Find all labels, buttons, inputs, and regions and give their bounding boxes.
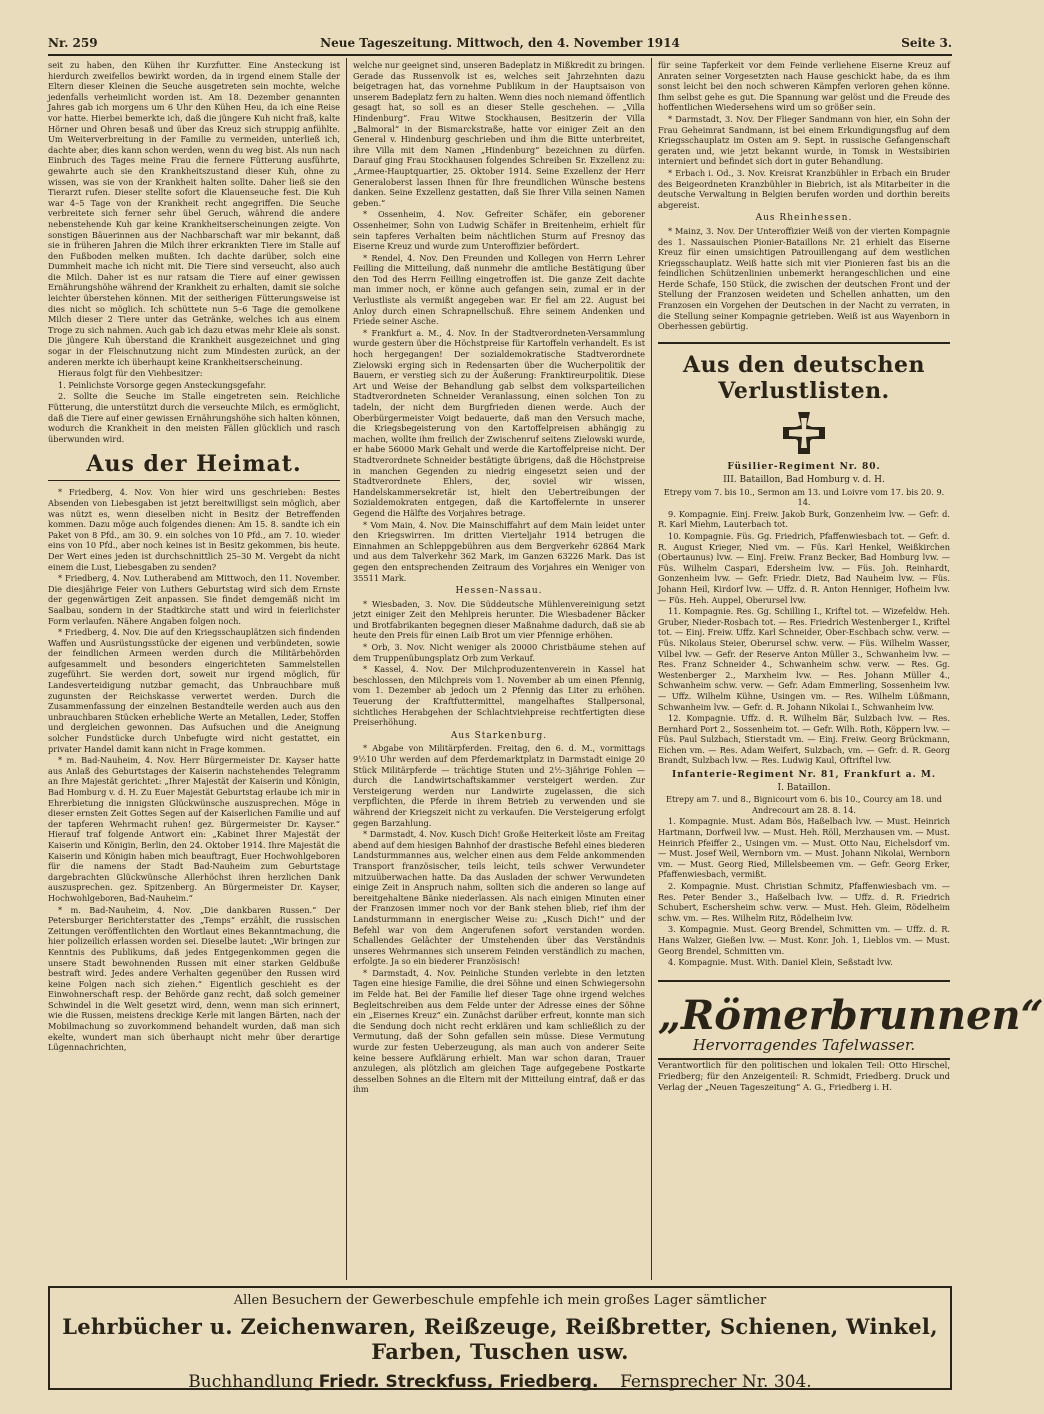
header-rule: [48, 54, 952, 56]
news-item: * Friedberg, 4. Nov. Lutherabend am Mittwoch, den 11. November. Die diesjährige Feier von Luthers Geburtstag wird sich dem Ernste der gegenwärtigen Zeit anpassen. Sie findet demgemäß nicht im Saalbau, sondern in der Stadtkirche statt und wird in feierlichster Form verlaufen. Nähere Angaben folgen noch.: [48, 573, 340, 626]
news-item: * m. Bad-Nauheim, 4. Nov. „Die dankbaren Russen.“ Der Petersburger Berichterstatter des „Temps“ erzählt, die russischen Zeitungen veröffentlichten den Wortlaut eines Bekanntmachung, die hier polizeilich erlassen worden sei. Dieselbe lautet: „Wir bringen zur Kenntnis des Publikums, daß jedes Entgegenkommen gegen die unsere Stadt bewohnenden Russen mit einer starken Geldbuße bestraft wird. Jedes andere Verhalten gegenüber den Russen wird keine Folgen nach sich ziehen.“ Eigentlich geschieht es der Einwohnerschaft resp. der Behörde ganz recht, daß solch gemeiner Schwindel in die Welt gesetzt wird, denn, wenn man sich erinnert, wie die Russen, meistens dreckige Kerle mit langen Bärten, nach der Mobilmachung so zuvorkommend behandelt wurden, daß man sich ekelte, wundert man sich überhaupt nicht mehr über derartige Lügennachrichten,: [48, 904, 340, 1053]
article-paragraph: Hieraus folgt für den Viehbesitzer:: [58, 368, 203, 379]
news-item: * Rendel, 4. Nov. Den Freunden und Kollegen von Herrn Lehrer Feilling die Mitteilung, daß nunmehr die amtliche Bestätigung über den Tod des Herrn Feilling eingetroffen ist. Die ganze Zeit dachte man immer noch, er könne auch gefangen sein, zumal er in der Verlustliste als vermißt angegeben war. Er fiel am 22. August bei Anloy durch einen Schrapnellschuß. Ehre seinem Andenken und Friede seiner Asche.: [353, 252, 645, 327]
news-item: * Erbach i. Od., 3. Nov. Kreisrat Kranzbühler in Erbach ein Bruder des Beigeordneten Kranzbühler in Biebrich, ist als Mitarbeiter in die deutsche Verwaltung in Belgien berufen worden und dorthin bereits abgereist.: [658, 167, 950, 210]
ad-shop-name: Friedr. Streckfuss, Friedberg.: [318, 1372, 599, 1392]
roemerbrunnen-advertisement: [658, 980, 1044, 1061]
regiment-heading: Füsilier-Regiment Nr. 80.: [727, 462, 881, 473]
news-item: * Darmstadt, 4. Nov. Kusch Dich! Große Heiterkeit löste am Freitag abend auf dem hiesigen Bahnhof der drastische Befehl eines biederen Landsturmmannes aus, welcher einen aus dem Felde ankommenden Transport französischer, teils leicht, teils schwer Verwundeter mitzuüberwachen hatte. Da das Ausladen der schwer Verwundeten einige Zeit in Anspruch nahm, sollten sich die anderen so lange auf bereitgehaltene Bänke niederlassen. Als nach einigen Minuten einer der Franzosen immer noch vor der Bank stehen blieb, rief ihm der Landsturmmann in energischer Weise zu: „Kusch Dich!“ und der Befehl war von dem Angerufenen sofort verstanden worden. Schallendes Gelächter der Umstehenden über das Verständnis unseres Wehrmannes sich unserem Feinden verständlich zu machen, erfolgte. Ja so ein biederer Französisch!: [353, 829, 645, 967]
battalion-heading: I. Bataillon.: [777, 782, 831, 793]
company-casualties: 12. Kompagnie. Uffz. d. R. Wilhelm Bär, Sulzbach lvw. — Res. Bernhard Port 2., Sossenheim tot. — Gefr. Wilh. Roth, Köppern lvw. — Füs. Paul Sulzbach, Stierstadt vm. — Einj. Freiw. Georg Brückmann, Eichen vm. — Res. Adam Weifert, Sulzbach, vm. — Gefr. d. R. Georg Brandt, Sulzbach lvw. — Res. Ludwig Kaul, Oftriftel lvw.: [658, 713, 950, 766]
news-item: * Vom Main, 4. Nov. Die Mainschiffahrt auf dem Main leidet unter den Kriegswirren. Im dritten Vierteljahr 1914 betrugen die Einnahmen an Schleppgebühren aus dem Bergverkehr 62864 Mark und aus dem Talverkehr 362 Mark, im Ganzen 63226 Mark. Das ist gegen den entsprechenden Zeitraum des Vorjahres ein Weniger von 35511 Mark.: [353, 519, 645, 583]
article-paragraph: 2. Sollte die Seuche im Stalle eingetreten sein. Reichliche Fütterung, die unterstützt durch die verseuchte Milch, es ermöglicht, daß die Tiere auf einer gewissen Ernährungshöhe sich halten können, wodurch die Krankheit in den meisten Fällen glücklich und rasch überwunden wird.: [48, 391, 340, 444]
company-casualties: 4. Kompagnie. Must. With. Daniel Klein, Seßstadt lvw.: [668, 957, 893, 968]
news-item: * Orb, 3. Nov. Nicht weniger als 20000 Christbäume stehen auf dem Truppenübungsplatz Orb zum Verkauf.: [353, 642, 645, 663]
column-2: [353, 60, 645, 1278]
article-paragraph: 1. Peinlichste Vorsorge gegen Ansteckungsgefahr.: [58, 379, 267, 390]
casualty-list-title: Aus den deutschen Verlustlisten.: [683, 351, 925, 404]
news-item: * Mainz, 3. Nov. Der Unteroffizier Weiß von der vierten Kompagnie des 1. Nassauischen Pionier-Bataillons Nr. 21 erhielt das Eiserne Kreuz für einen umsichtigen Patrouillengang auf dem westlichen Kriegsschauplatz. Weiß hatte sich mit vier Pionieren fast bis an die feindlichen Schützenlinien unbemerkt herangeschlichen und eine Herde Schafe, 150 Stück, die zwischen der deutschen Front und der Stellung der Franzosen weideten und Schellen anhatten, um den Franzosen ein Vorgehen der Deutschen in der Nacht zu verraten, in die Stellung seiner Kompagnie getrieben. Weiß ist aus Wayenborn in Oberhessen gebürtig.: [658, 225, 950, 332]
column-divider: [346, 58, 347, 1280]
battle-locations: Etrepy am 7. und 8., Bignicourt vom 6. bis 10., Courcy am 18. und Andrecourt am 28. 8. 14.: [665, 794, 942, 815]
battalion-heading: III. Bataillon, Bad Homburg v. d. H.: [723, 475, 885, 486]
news-item: * Frankfurt a. M., 4. Nov. In der Stadtverordneten-Versammlung wurde gestern über die Höchstpreise für Kartoffeln verhandelt. Es ist hoch hergegangen! Der sozialdemokratische Stadtverordnete Zielowski erging sich in Redensarten über die Wucherpolitik der Bauern, er verstieg sich zu der Äußerung: Franktireurpolitik. Diese Art und Weise der Behandlung gab selbst dem volksparteilichen Stadtverordneten Schneider Veranlassung, einen solchen Ton zu tadeln, der nicht dem Burgfrieden dienen werde. Auch der Oberbürgermeister Voigt bedauerte, daß man den Versuch mache, die Kriegsbegeisterung von den Kartoffelpreisen abhängig zu machen, wollte ihm freilich der Zwischenruf seitens Zielowski wurde, er habe 56000 Mark Gehalt und werde die Kartoffelpreise nicht. Der Stadtverordnete Schneider bestätigte übrigens, daß die Höchstpreise in manchen Gegenden zu niedrig eingesetzt seien und der Stadtverordnete Ehlers, der, soviel wir wissen, Handelskammersekretär ist, hielt den Uebertreibungen der Sozialdemokraten entgegen, daß die Kartoffelernte in unserer Gegend die Hälfte des Vorjahres betrage.: [353, 327, 645, 518]
company-casualties: 2. Kompagnie. Must. Christian Schmitz, Pfaffenwiesbach vm. — Res. Peter Bender 3., Haßelbach lvw. — Uffz. d. R. Friedrich Schubert, Eschersheim schw. verw. — Must. Heh. Gleim, Rödelheim schw. vm. — Res. Wilhelm Ritz, Rödelheim lvw.: [658, 881, 950, 923]
company-casualties: 9. Kompagnie. Einj. Freiw. Jakob Burk, Gonzenheim lvw. — Gefr. d. R. Karl Miehm, Lauterbach tot.: [658, 508, 950, 530]
ad-line-intro: Allen Besuchern der Gewerbeschule empfehle ich mein großes Lager sämtlicher: [233, 1293, 767, 1308]
column-1: [48, 60, 340, 1278]
page-number: Seite 3.: [901, 36, 952, 50]
battle-locations: Etrepy vom 7. bis 10., Sermon am 13. und Loivre vom 17. bis 20. 9. 14.: [663, 486, 945, 508]
company-casualties: 1. Kompagnie. Must. Adam Bös, Haßelbach lvw. — Must. Heinrich Hartmann, Dorfweil lvw. — Must. Heh. Röll, Merzhausen vm. — Must. Heinrich Pfeiffer 2., Usingen vm. — Must. Otto Nau, Eichelsdorf vm. — Must. Josef Weil, Wernborn vm. — Must. Johann Nikolai, Wernborn vm. — Must. Georg Ried, Millelsbeemen vm. — Gefr. Georg Erker, Pfaffenwiesbach, vermißt.: [658, 816, 950, 880]
ad-tagline: Hervorragendes Tafelwasser.: [692, 1035, 916, 1054]
company-casualties: 10. Kompagnie. Füs. Gg. Friedrich, Pfaffenwiesbach tot. — Gefr. d. R. August Krieger, Nied vm. — Füs. Karl Henkel, Weißkirchen (Obertaunus) lvw. — Einj. Freiw. Franz Becker, Bad Homburg lvw. — Füs. Wilhelm Caspari, Edersheim lvw. — Füs. Joh. Reinhardt, Gonzenheim lvw. — Gefr. Friedr. Dietz, Bad Nauheim lvw. — Füs. Johann Heil, Kirdorf lvw. — Uffz. d. R. Anton Henniger, Hofheim lvw. — Füs. Heh. Auppel, Oberursel lvw.: [658, 531, 950, 605]
ad-brand-name: „Römerbrunnen“: [658, 991, 1044, 1039]
ad-phone: Fernsprecher Nr. 304.: [620, 1372, 812, 1392]
news-item: * Wiesbaden, 3. Nov. Die Süddeutsche Mühlenvereinigung setzt jetzt einiger Zeit den Mehlpreis herunter. Die Wiesbadener Bäcker und Brotfabrikanten begegnen dieser Maßnahme dadurch, daß sie ab heute den Preis für einen Laib Brot um vier Pfennige erhöhen.: [353, 598, 645, 641]
news-item: * Friedberg, 4. Nov. Von hier wird uns geschrieben: Bestes Absenden von Liebesgaben ist jetzt bereitwilligst sein möglich, aber was nützt es, wenn dieselben nicht in Besitz der Betreffenden kommen. Dazu möge auch folgendes dienen: Am 15. 8. sandte ich ein Paket von 8 Pfd., am 30. 9. ein solches von 10 Pfd., am 7. 10. wieder eins von 10 Pfd., aber noch keines ist in Besitz gekommen, bis heute. Der Wert eines jeden ist durchschnittlich 25–30 M. Vergebt da nicht einem die Lust, Liebesgaben zu senden?: [48, 487, 340, 572]
company-casualties: 11. Kompagnie. Res. Gg. Schilling I., Kriftel tot. — Wizefeldw. Heh. Gruber, Nieder-Rosbach tot. — Res. Friedrich Westenberger I., Kriftel tot. — Einj. Freiw. Uffz. Karl Schneider, Ober-Eschbach schw. verw. — Füs. Nikolaus Steier, Oberursel schw. verw. — Füs. Wilhelm Wasser, Vilbel lvw. — Gefr. der Reserve Anton Müller 3., Schwanheim lvw. — Res. Franz Schneider 4., Schwanheim schw. verw. — Res. Gg. Westenberger 2., Marxheim lvw. — Res. Johann Müller 4., Schwanheim schw. verw. — Gefr. Adam Emmerling, Sossenheim lvw. — Uffz. Wilhelm Kühne, Usingen vm. — Res. Wilhelm Lüßmann, Schwanheim lvw. — Gefr. d. R. Johann Nikolai I., Schwanheim lvw.: [658, 606, 950, 712]
iron-cross-icon: [658, 410, 950, 459]
bookshop-advertisement: [48, 1286, 952, 1390]
imprint: Verantwortlich für den politischen und lokalen Teil: Otto Hirschel, Friedberg; für den Anzeigenteil: R. Schmidt, Friedberg. Druck und Verlag der „Neuen Tageszeitung“ A. G., Friedberg i. H.: [658, 1060, 950, 1092]
news-item: * Darmstadt, 3. Nov. Der Flieger Sandmann von hier, ein Sohn der Frau Geheimrat Sandmann, ist bei einem Erkundigungsflug auf dem Kriegsschauplatz im Osten am 9. Sept. in russische Gefangenschaft geraten und, wie jetzt bekannt wurde, in Tomsk in Westsibirien interniert und befindet sich dort in guter Behandlung.: [658, 113, 950, 167]
article-paragraph: seit zu haben, den Kühen ihr Kurzfutter. Eine Ansteckung ist hierdurch zweifellos bewirkt worden, da in irgend einem Stalle der Eltern dieser Kleinen die Seuche ausgetreten sein mochte, welche jedenfalls verheimlicht worden ist. Am 18. Dezember genannten Jahres gab ich morgens um 6 Uhr den Kühen Heu, da ich eine Reise vor hatte. Hierbei bemerkte ich, daß die jüngere Kuh nicht fraß, kalte Hörner und Ohren besaß und über das Kreuz sich struppig anfühlte. Um Weiterverbreitung in der Familie zu vermeiden, unterließ ich, dachte aber, dies kann schon werden, wenn du weg bist. Als nun nach Einbruch des Tages meine Frau die fernere Fütterung ausführte, gewahrte auch sie den Krankheitszustand dieser Kuh, ohne zu wissen, was sie von der Krankheit halten sollte. Daher ließ sie den Tierarzt rufen. Dieser stellte sofort die Klauenseuche fest. Die Kuh war 4–5 Tage von der Krankheit recht angegriffen. Die Seuche verbreitete sich ferner sehr übel Geruch, während die andere nebenstehende Kuh gar keine Krankheitserscheinungen zeigte. Von sonstigen Bäuerinnen aus der Nachbarschaft war mir bekannt, daß sie in früheren Jahren die Milch ihrer erkrankten Tiere im Stalle auf den Fußboden melken mußten. Ich dachte darüber, solch eine Dummheit mache ich nicht mit. Die Tiere sind verseucht, also auch die Milch. Daher ist es nur ratsam die Tiere auf einer gewissen Ernährungshöhe während der Krankheit zu erhalten, damit sie solche leichter überstehen können. Mit der seitherigen Fütterungsweise ist dies nicht so möglich. Ich schüttete nun 5–6 Tage die gemolkene Milch dieser 2 Tiere unter das Getränke, welches ich aus einem Troge zu sich nahmen. Auch gab ich dazu etwas mehr Kleie als sonst. Die jüngere Kuh überstand die Krankheit ausgezeichnet und ging sogar in der Fleischnutzung nicht zum Mindesten zurück, an der anderen merkte ich überhaupt keine Krankheitserscheinung.: [48, 60, 340, 367]
column-divider: [651, 58, 652, 1280]
issue-number: Nr. 259: [48, 36, 98, 50]
news-item: für seine Tapferkeit vor dem Feinde verliehene Eiserne Kreuz auf Anraten seiner Vorgesetzten nach Hause geschickt habe, da es ihm sonst leicht bei den noch schweren Kämpfen verloren gehen könne. Ihm selbst gehe es gut. Die Spannung war gelöst und die Freude des hoffentlichen Wiedersehens wird um so größer sein.: [658, 60, 950, 113]
ad-shop-label: Buchhandlung: [188, 1372, 314, 1392]
region-subheading: Aus Starkenburg.: [450, 730, 548, 741]
news-item: * Ossenheim, 4. Nov. Gefreiter Schäfer, ein geborener Ossenheimer, Sohn von Ludwig Schäfer in Breitenheim, erhielt für sein tapferes Verhalten beim nächtlichen Sturm auf Fresnoy das Eiserne Kreuz und wurde zum Unteroffizier befördert.: [353, 209, 645, 252]
region-subheading: Aus Rheinhessen.: [755, 213, 853, 224]
news-item: * m. Bad-Nauheim, 4. Nov. Herr Bürgermeister Dr. Kayser hatte aus Anlaß des Geburtstages der Kaiserin nachstehendes Telegramm an Ihre Majestät gerichtet: „Ihrer Majestät der Kaiserin und Königin, Bad Homburg v. d. H. Zu Euer Majestät Geburtstag erlaube ich mir in Ehrerbietung die innigsten Glückwünsche auszusprechen. Möge in dieser ernsten Zeit Gottes Segen auf der Kaiserlichen Familie und auf der tapferen Wehrmacht ruhen! gez. Bürgermeister Dr. Kayser.“ Hierauf traf folgende Antwort ein: „Kabinet Ihrer Majestät der Kaiserin und Königin, Berlin, den 24. Oktober 1914. Ihre Majestät die Kaiserin und Königin haben mich beauftragt, Euer Hochwohlgeboren für die namens der Stadt Bad-Nauheim zum Geburtstage dargebrachten Glückwünsche Allerhöchst ihren herzlichen Dank auszusprechen. gez. Spitzenberg. An Bürgermeister Dr. Kayser, Hochwohlgeboren, Bad-Nauheim.“: [48, 755, 340, 903]
news-item: * Abgabe von Militärpferden. Freitag, den 6. d. M., vormittags 9½10 Uhr werden auf dem Pferdemarktplatz in Darmstadt einige 20 Stück Militärpferde — trächtige Stuten und 2½-3jährige Fohlen — durch die Landwirtschaftskammer versteigert werden. Zur Versteigerung werden nur Landwirte zugelassen, die sich verpflichten, die Pferde in ihrem Betrieb zu verwenden und sie während der Kriegszeit nicht zu verkaufen. Die Versteigerung erfolgt gegen Barzahlung.: [353, 743, 645, 828]
news-item: welche nur geeignet sind, unseren Badeplatz in Mißkredit zu bringen. Gerade das Russenvolk ist es, welches seit Jahrzehnten dazu beigetragen hat, das vornehme Publikum in der Hauptsaison von unserem Badeplatz fern zu halten. Wenn dies noch niemand öffentlich gesagt hat, so soll es an dieser Stelle geschehen. — „Villa Hindenburg“. Frau Witwe Stockhausen, Besitzerin der Villa „Balmoral“ in der Bismarckstraße, hatte vor einiger Zeit an den General v. Hindenburg geschrieben und ihm die Bitte unterbreitet, ihre Villa mit dem Namen „Hindenburg“ bezeichnen zu dürfen. Darauf ging Frau Stockhausen folgendes Schreiben Sr. Exzellenz zu: „Armee-Hauptquartier, 25. Oktober 1914. Seine Exzellenz der Herr Generaloberst lassen Ihnen für Ihre freundlichen Wünsche bestens danken. Seine Exzellenz gestatten, daß Sie Ihrer Villa seinen Namen geben.“: [353, 60, 645, 208]
section-heading: Aus der Heimat.: [48, 450, 340, 481]
masthead-date: Neue Tageszeitung. Mittwoch, den 4. November 1914: [320, 36, 680, 50]
regiment-heading: Infanterie-Regiment Nr. 81, Frankfurt a. M.: [672, 770, 936, 781]
ad-line-products: Lehrbücher u. Zeichenwaren, Reißzeuge, Reißbretter, Schienen, Winkel, Farben, Tuschen usw.: [62, 1314, 938, 1364]
page-header: [48, 34, 952, 54]
news-item: * Darmstadt, 4. Nov. Peinliche Stunden verlebte in den letzten Tagen eine hiesige Familie, die drei Söhne und einen Schwiegersohn im Felde hat. Bei der Familie lief dieser Tage ohne irgend welches Begleitschreiben aus dem Felde unter der Adresse eines der Söhne ein „Eisernes Kreuz“ ein. Zunächst darüber erfreut, konnte man sich die Sendung doch nicht recht erklären und kam schließlich zu der Vermutung, daß der Sohn gefallen sein müsse. Diese Vermutung wurde zur festen Ueberzeugung, als man auch von anderer Seite keine bessere Aufklärung erhielt. Man war schon daran, Trauer anzulegen, als plötzlich am gleichen Tage aufgegebene Postkarte desselben Sohnes an die Eltern mit der Mitteilung eintraf, daß er das ihm: [353, 967, 645, 1095]
news-item: * Kassel, 4. Nov. Der Milchproduzentenverein in Kassel hat beschlossen, den Milchpreis vom 1. November ab um einen Pfennig, vom 1. Dezember ab jedoch um 2 Pfennig das Liter zu erhöhen. Teuerung der Kraftfuttermittel, mangelhaftes Stallpersonal, sichtliches Herabgehen der Schlachtviehpreise rechtfertigten diese Preiserhöhung.: [353, 664, 645, 728]
ad-line-shop: [50, 1372, 950, 1392]
region-subheading: Hessen-Nassau.: [455, 586, 543, 597]
column-3: [658, 60, 1044, 1278]
news-item: * Friedberg, 4. Nov. Die auf den Kriegsschauplätzen sich findenden Waffen und Ausrüstungsstücke der eigenen und verbündeten, sowie der feindlichen Armeen werden durch die Militärbehörden aufgesammelt und besonders eingerichteten Sammelstellen zugeführt. Sie werden dort, soweit nur irgend möglich, für Landesverteidigung nutzbar gemacht, das Unbrauchbare muß zugunsten der Reichskasse verwertet werden. Durch die Zusammenfassung der einzelnen Bestandteile werden auch aus den unbrauchbaren Stücken erhebliche Werte an Metallen, Leder, Stoffen und dergleichen gewonnen. Das Aufsuchen und die Aneignung solcher Fundstücke durch Unbefugte wird nicht gestattet, ein privater Handel damit kann nicht in Frage kommen.: [48, 627, 340, 754]
company-casualties: 3. Kompagnie. Must. Georg Brendel, Schmitten vm. — Uffz. d. R. Hans Walzer, Gießen lvw. — Must. Konr. Joh. 1, Lieblos vm. — Must. Georg Brendel, Schmitten vm.: [658, 924, 950, 956]
casualty-list-section: [658, 342, 950, 968]
